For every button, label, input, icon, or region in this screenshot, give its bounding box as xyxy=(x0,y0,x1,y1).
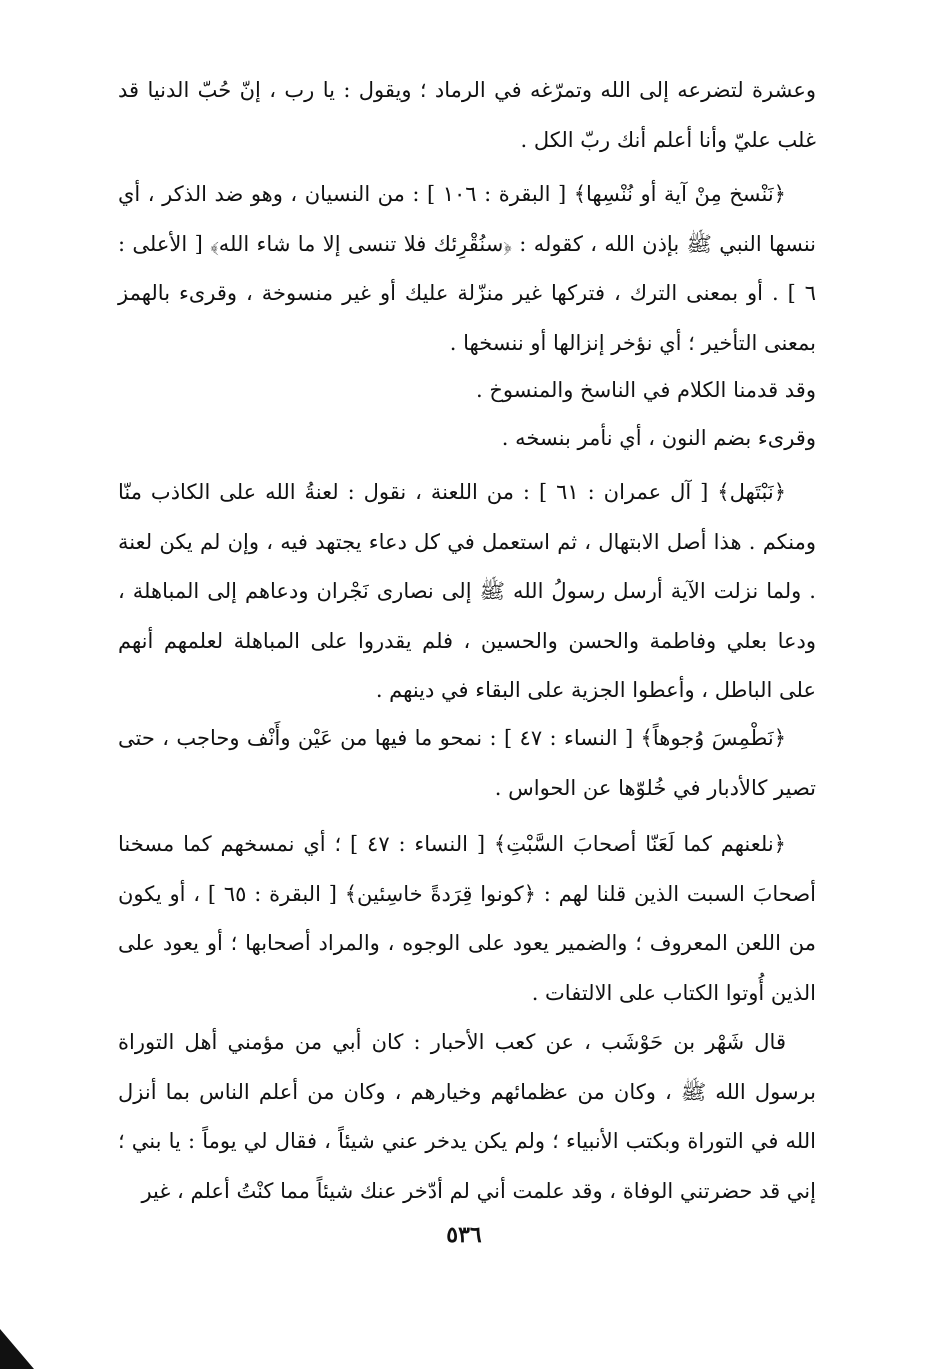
paragraph-7-text: قال شَهْر بن حَوْشَب ، عن كعب الأحبار : كان أبي من مؤمني أهل التوراة برسول الله ﷺ ، وكان من عظمائهم وخيارهم ، وكان من أعلم الناس بما أنزل الله في التوراة وبكتب الأنبياء ؛ ولم يكن يدخر عني شيئاً ، فقال لي يوماً : يا بني ؛ إني قد حضرتني الوفاة ، وقد علمت أني لم أدّخر عنك شيئاً مما كنْتُ أعلم ، غير xyxy=(118,1030,816,1203)
paragraph-4 xyxy=(118,468,816,716)
paragraph-5 xyxy=(118,714,816,813)
paragraph-1 xyxy=(118,66,816,165)
paragraph-1-text: وعشرة لتضرعه إلى الله وتمرّغه في الرماد ؛ ويقول : يا رب ، إنّ حُبّ الدنيا قد غلب عليّ وأنا أعلم أنك ربّ الكل . xyxy=(118,78,816,152)
scan-corner-mark xyxy=(0,1329,34,1369)
paragraph-7 xyxy=(118,1018,816,1216)
page-number: ٥٣٦ xyxy=(446,1222,482,1248)
paragraph-4-text: ﴿نَبْتَهل﴾ [ آل عمران : ٦١ ] : من اللعنة ، نقول : لعنةُ الله على الكاذب منّا ومنكم . هذا أصل الابتهال ، ثم استعمل في كل دعاء يجتهد فيه ، وإن لم يكن لعنة . ولما نزلت الآية أرسل رسولُ الله ﷺ إلى نصارى نَجْران ودعاهم إلى المباهلة ، ودعا بعلي وفاطمة والحسن والحسين ، فلم يقدروا على المباهلة لعلمهم أنهم على الباطل ، وأعطوا الجزية على البقاء في دينهم . xyxy=(118,480,816,702)
paragraph-3-line-2: وقرىء بضم النون ، أي نأمر بنسخه . xyxy=(501,426,816,450)
paragraph-2 xyxy=(118,170,816,368)
paragraph-6-text: ﴿نلعنهم كما لَعَنّا أصحابَ السَّبْتِ﴾ [ النساء : ٤٧ ] ؛ أي نمسخهم كما مسخنا أصحابَ السبت الذين قلنا لهم : ﴿كونوا قِرَدةً خاسِئين﴾ [ البقرة : ٦٥ ] ، أو يكون من اللعن المعروف ؛ والضمير يعود على الوجوه ، والمراد أصحابها ؛ أو يعود على الذين أُوتوا الكتاب على الالتفات . xyxy=(118,832,816,1005)
paragraph-2-text: ﴿نَنْسخ مِنْ آية أو نُنْسِها﴾ [ البقرة : ١٠٦ ] : من النسيان ، وهو ضد الذكر ، أي ننسها النبي ﷺ بإذن الله ، كقوله : ﴿سنُقْرِئك فلا تنسى إلا ما شاء الله﴾ [ الأعلى : ٦ ] . أو بمعنى الترك ، فتركها غير منزّلة عليك أو غير منسوخة ، وقرىء بالهمز بمعنى التأخير ؛ أي نؤخر إنزالها أو ننسخها . xyxy=(118,182,816,355)
paragraph-5-text: ﴿نَطْمِسَ وُجوهاً﴾ [ النساء : ٤٧ ] : نمحو ما فيها من عَيْن وأَنْف وحاجب ، حتى تصير كالأدبار في خُلوّها عن الحواس . xyxy=(118,726,816,800)
paragraph-3-line-1: وقد قدمنا الكلام في الناسخ والمنسوخ . xyxy=(476,378,816,402)
paragraph-6 xyxy=(118,820,816,1018)
